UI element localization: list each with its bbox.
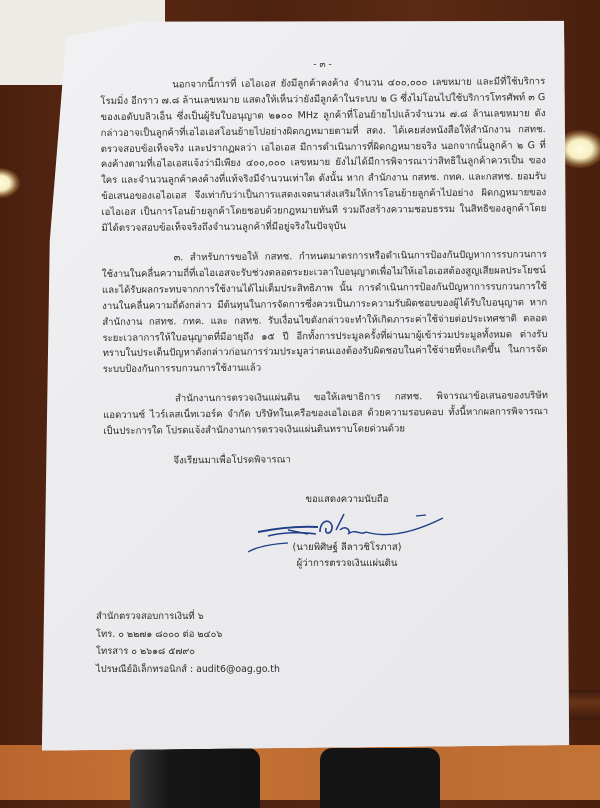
page-number: - ๓ -	[313, 59, 332, 71]
paragraph-customers: นอกจากนี้การที่ เอไอเอส ยังมีลูกค้าคงค้าง จำนวน ๔๐๐,๐๐๐ เลขหมาย และมีที่ใช้บริการโรมมิ่ง อีกราว ๗.๘ ล้านเลขหมาย แสดงให้เห็นว่ายังมีลูกค้าในระบบ ๒ G ซึ่งไม่โอนไปใช้บริการโทรศัพท์ ๓ G ของเอดับบลิวเอ็น ซึ่งเป็นผู้รับใบอนุญาต ๒๑๐๐ MHz ลูกค้าที่โอนย้ายไปแล้วจำนวน ๗.๘ ล้านเลขหมาย ดังกล่าวอาจเป็นลูกค้าที่เอไอเอสโอนย้ายไปอย่างผิดกฎหมายตามที่ สตง. ได้เคยส่งหนังสือให้สำนักงาน กสทช. ตรวจสอบข้อเท็จจริง และปรากฏผลว่า เอไอเอส มีการดำเนินการที่ผิดกฎหมายจริง นอกจากนั้นลูกค้า ๒ G ที่คงค้างตามที่เอไอเอสแจ้งว่ามีเพียง ๔๐๐,๐๐๐ เลขหมาย ยังไม่ได้มีการพิจารณาว่าสิทธิในลูกค้าควรเป็น ของใคร และจำนวนลูกค้าคงค้างที่แท้จริงมีจำนวนเท่าใด ดังนั้น หาก สำนักงาน กสทช. กทค. และกสทช. ยอมรับข้อเสนอของเอไอเอส จึงเท่ากับว่าเป็นการแสดงเจตนาส่งเสริมให้การโอนย้ายลูกค้าไปอย่าง ผิดกฎหมายของ เอไอเอส เป็นการโอนย้ายลูกค้าโดยชอบด้วยกฎหมายทันที รวมถึงสร้างความชอบธรรม ในสิทธิของลูกค้าโดยมิได้ตรวจสอบข้อเท็จจริงถึงจำนวนลูกค้าที่มีอยู่จริงในปัจจุบัน	[100, 76, 547, 235]
paragraph-request: สำนักงานการตรวจเงินแผ่นดิน ขอให้เลขาธิการ กสทช. พิจารณาข้อเสนอของบริษัท แอดวานซ์ ไวร์เลสเน็ทเวอร์ค จำกัด บริษัทในเครือของเอไอเอส ด้วยความรอบคอบ ทั้งนี้หากผลการพิจารณา เป็นประการใด โปรดแจ้งสำนักงานการตรวจเงินแผ่นดินทราบโดยด่วนด้วย	[103, 390, 549, 438]
signature-icon	[248, 510, 458, 555]
office-name: สำนักตรวจสอบการเงินที่ ๖	[96, 611, 204, 622]
shoe-left	[130, 748, 260, 808]
document-body	[100, 56, 549, 479]
email-address: ไปรษณีย์อิเล็กทรอนิกส์ : audit6@oag.go.th	[96, 663, 280, 675]
phone-number: โทร. ๐ ๒๒๗๑ ๘๐๐๐ ต่อ ๒๔๐๖	[96, 628, 223, 640]
paragraph-interference: ๓. สำหรับการขอให้ กสทช. กำหนดมาตรการหรือดำเนินการป้องกันปัญหาการรบกวนการ ใช้งานในคลื่นความถี่ที่เอไอเอสจะรับช่วงตลอดระยะเวลาใบอนุญาตเพื่อไม่ให้เอไอเอสต้องสูญเสียผลประโยชน์ และได้รับผลกระทบจากการใช้งานได้ไม่เต็มประสิทธิภาพ นั้น การดำเนินการป้องกันปัญหาการรบกวนการใช้ งานในคลื่นความถี่ดังกล่าว มีต้นทุนในการจัดการซึ่งควรเป็นภาระความรับผิดชอบของผู้ได้รับใบอนุญาต หาก สำนักงาน กสทช. กทค. และ กสทช. รับเงื่อนไขดังกล่าวจะทำให้เกิดภาระค่าใช้จ่ายต่อประเทศชาติ ตลอดระยะเวลาการให้ใบอนุญาตที่มีอายุถึง ๑๕ ปี อีกทั้งการประมูลครั้งที่ผ่านมาผู้เข้าร่วมประมูลทั้งหมด ต่างรับทราบในประเด็นปัญหาดังกล่าวก่อนการร่วมประมูลว่าตนเองต้องรับผิดชอบในค่าใช้จ่ายที่จะเกิดขึ้น ในการจัดระบบป้องกันการรบกวนการใช้งานแล้ว	[101, 249, 548, 376]
signatory-name: (นายพิศิษฐ์ ลีลาวชิโรภาส)	[292, 542, 402, 553]
fax-number: โทรสาร ๐ ๒๖๑๘ ๕๗๙๐	[96, 646, 195, 657]
table-lower-surface	[0, 745, 600, 800]
closing-line: จึงเรียนมาเพื่อโปรดพิจารณา	[173, 454, 291, 467]
contact-footer	[96, 608, 280, 678]
signatory-position: ผู้ว่าการตรวจเงินแผ่นดิน	[296, 558, 398, 569]
light-reflection-left	[0, 168, 20, 198]
shoe-right	[320, 748, 440, 808]
salutation: ขอแสดงความนับถือ	[305, 494, 389, 505]
